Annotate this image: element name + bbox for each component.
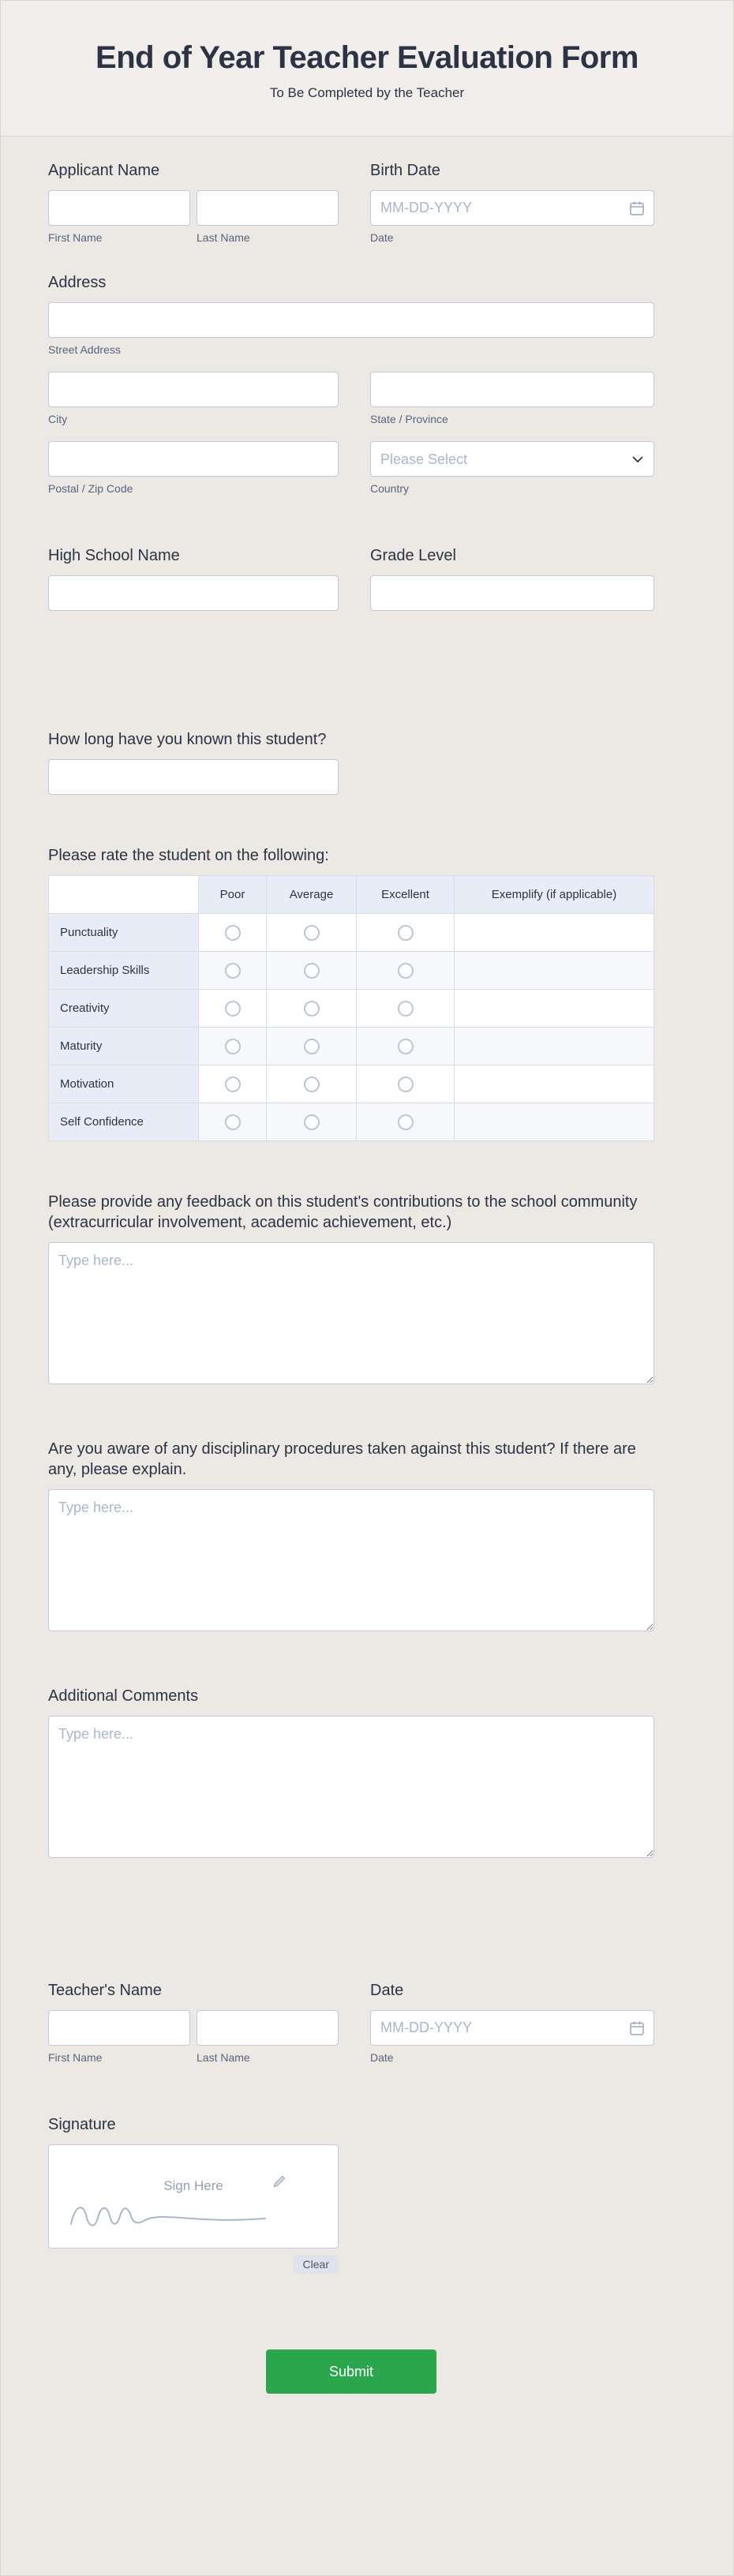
birth-date-sublabel: Date <box>370 231 394 244</box>
date-input[interactable] <box>370 2010 654 2046</box>
rating-row-label: Creativity <box>49 990 199 1028</box>
address-label: Address <box>48 274 107 291</box>
postal-country-row <box>48 441 654 495</box>
postal-code-input[interactable] <box>48 441 339 477</box>
radio-button[interactable] <box>398 925 414 941</box>
country-subfield <box>370 441 654 495</box>
rating-cell[interactable] <box>357 1028 455 1065</box>
exemplify-cell <box>455 990 654 1028</box>
feedback-field <box>48 1192 654 1388</box>
radio-button[interactable] <box>398 1001 414 1017</box>
rating-field <box>48 845 654 1141</box>
birth-date-wrap <box>370 190 654 226</box>
rating-cell[interactable] <box>357 990 455 1028</box>
form-header <box>1 1 733 137</box>
first-name-sublabel: First Name <box>48 231 103 244</box>
applicant-first-name-input[interactable] <box>48 190 190 226</box>
teacher-first-name-subfield <box>48 2010 190 2064</box>
rating-cell[interactable] <box>199 1065 267 1103</box>
city-input[interactable] <box>48 372 339 407</box>
radio-button[interactable] <box>225 963 241 979</box>
radio-button[interactable] <box>304 925 320 941</box>
teacher-last-name-subfield <box>197 2010 339 2064</box>
radio-button[interactable] <box>304 1039 320 1054</box>
table-row <box>49 990 654 1028</box>
rating-label: Please rate the student on the following: <box>48 847 329 864</box>
applicant-name-field <box>48 160 339 244</box>
state-input[interactable] <box>370 372 654 407</box>
school-grade-row <box>48 545 654 611</box>
table-row <box>49 1065 654 1103</box>
date-sublabel: Date <box>370 2051 394 2064</box>
radio-button[interactable] <box>225 1114 241 1130</box>
calendar-icon[interactable] <box>629 2020 645 2036</box>
birth-date-field <box>370 160 654 244</box>
signature-label: Signature <box>48 2116 116 2133</box>
date-field <box>370 1980 654 2064</box>
rating-row-label: Maturity <box>49 1028 199 1065</box>
city-subfield <box>48 372 339 425</box>
additional-comments-textarea[interactable] <box>48 1716 654 1858</box>
form-body <box>1 160 733 2536</box>
birth-date-input[interactable] <box>370 190 654 226</box>
radio-button[interactable] <box>398 1114 414 1130</box>
street-address-input[interactable] <box>48 302 654 338</box>
rating-row-label: Leadership Skills <box>49 952 199 990</box>
rating-cell[interactable] <box>357 914 455 952</box>
sign-here-text: Sign Here <box>163 2178 223 2193</box>
applicant-name-label: Applicant Name <box>48 162 160 179</box>
country-select-wrap <box>370 441 654 477</box>
table-row <box>49 1028 654 1065</box>
table-row <box>49 1103 654 1141</box>
disciplinary-textarea[interactable] <box>48 1489 654 1631</box>
rating-cell[interactable] <box>267 914 357 952</box>
radio-button[interactable] <box>304 1001 320 1017</box>
teacher-first-name-sublabel: First Name <box>48 2051 103 2064</box>
exemplify-cell <box>455 952 654 990</box>
teacher-name-label: Teacher's Name <box>48 1982 162 1999</box>
applicant-name-inputs <box>48 190 339 244</box>
calendar-icon[interactable] <box>629 200 645 216</box>
postal-sublabel: Postal / Zip Code <box>48 482 133 495</box>
signature-field <box>48 2114 654 2274</box>
teacher-date-row <box>48 1980 654 2064</box>
teacher-name-field <box>48 1980 339 2064</box>
disciplinary-field <box>48 1439 654 1635</box>
submit-button[interactable]: Submit <box>266 2349 436 2394</box>
known-student-input[interactable] <box>48 759 339 795</box>
rating-cell[interactable] <box>199 990 267 1028</box>
exemplify-cell <box>455 914 654 952</box>
last-name-subfield <box>197 190 339 244</box>
table-row <box>49 914 654 952</box>
high-school-label: High School Name <box>48 547 180 564</box>
date-wrap <box>370 2010 654 2046</box>
rating-cell[interactable] <box>199 914 267 952</box>
rating-row-label: Self Confidence <box>49 1103 199 1141</box>
rating-table <box>48 875 654 1141</box>
rating-cell[interactable] <box>267 1065 357 1103</box>
feedback-textarea[interactable] <box>48 1242 654 1384</box>
additional-comments-label: Additional Comments <box>48 1687 199 1705</box>
state-sublabel: State / Province <box>370 413 448 425</box>
radio-button[interactable] <box>304 1114 320 1130</box>
teacher-last-name-sublabel: Last Name <box>197 2051 250 2064</box>
city-state-row <box>48 372 654 425</box>
grade-level-input[interactable] <box>370 575 654 611</box>
rating-cell[interactable] <box>357 1103 455 1141</box>
known-student-label: How long have you known this student? <box>48 731 327 748</box>
last-name-sublabel: Last Name <box>197 231 250 244</box>
high-school-field <box>48 545 339 611</box>
teacher-last-name-input[interactable] <box>197 2010 339 2046</box>
signature-clear-row <box>48 2255 339 2274</box>
radio-button[interactable] <box>398 1076 414 1092</box>
country-select[interactable] <box>370 441 654 477</box>
applicant-last-name-input[interactable] <box>197 190 339 226</box>
additional-comments-field <box>48 1686 654 1862</box>
pencil-icon <box>272 2174 287 2189</box>
rating-cell[interactable] <box>267 1103 357 1141</box>
submit-row <box>48 2349 654 2536</box>
rating-header-row <box>49 876 654 914</box>
signature-pad[interactable] <box>48 2144 339 2248</box>
disciplinary-label: Are you aware of any disciplinary procedures taken against this student? If there are any, please explain. <box>48 1440 636 1478</box>
rating-column-header: Average <box>267 876 357 914</box>
rating-column-header: Poor <box>199 876 267 914</box>
country-sublabel: Country <box>370 482 410 495</box>
exemplify-cell <box>455 1103 654 1141</box>
postal-subfield <box>48 441 339 495</box>
clear-button[interactable]: Clear <box>294 2255 339 2274</box>
table-row <box>49 952 654 990</box>
exemplify-cell <box>455 1028 654 1065</box>
street-address-sublabel: Street Address <box>48 343 121 356</box>
grade-level-label: Grade Level <box>370 547 456 564</box>
radio-button[interactable] <box>304 963 320 979</box>
exemplify-cell <box>455 1065 654 1103</box>
radio-button[interactable] <box>225 925 241 941</box>
city-sublabel: City <box>48 413 68 425</box>
address-field <box>48 272 654 495</box>
radio-button[interactable] <box>398 1039 414 1054</box>
applicant-birthdate-row <box>48 160 654 244</box>
rating-row-label: Punctuality <box>49 914 199 952</box>
signature-squiggle <box>66 2194 272 2238</box>
radio-button[interactable] <box>304 1076 320 1092</box>
high-school-input[interactable] <box>48 575 339 611</box>
radio-button[interactable] <box>225 1001 241 1017</box>
rating-cell[interactable] <box>199 1028 267 1065</box>
rating-cell[interactable] <box>267 1028 357 1065</box>
teacher-first-name-input[interactable] <box>48 2010 190 2046</box>
rating-cell[interactable] <box>267 952 357 990</box>
known-student-field <box>48 729 654 795</box>
feedback-label: Please provide any feedback on this student's contributions to the school community (extracurricular involvement, academic achievement, etc.) <box>48 1193 638 1231</box>
form-title: End of Year Teacher Evaluation Form <box>95 40 639 75</box>
form-subtitle: To Be Completed by the Teacher <box>269 85 465 100</box>
rating-cell[interactable] <box>199 1103 267 1141</box>
date-label: Date <box>370 1982 404 1999</box>
teacher-name-inputs <box>48 2010 339 2064</box>
radio-button[interactable] <box>225 1039 241 1054</box>
rating-cell[interactable] <box>267 990 357 1028</box>
rating-table-corner <box>49 876 199 914</box>
rating-column-header: Exemplify (if applicable) <box>455 876 654 914</box>
rating-cell[interactable] <box>199 952 267 990</box>
radio-button[interactable] <box>225 1076 241 1092</box>
birth-date-label: Birth Date <box>370 162 440 179</box>
state-subfield <box>370 372 654 425</box>
rating-column-header: Excellent <box>357 876 455 914</box>
grade-level-field <box>370 545 654 611</box>
first-name-subfield <box>48 190 190 244</box>
rating-row-label: Motivation <box>49 1065 199 1103</box>
known-student-input-wrap <box>48 759 339 795</box>
rating-cell[interactable] <box>357 952 455 990</box>
rating-cell[interactable] <box>357 1065 455 1103</box>
radio-button[interactable] <box>398 963 414 979</box>
